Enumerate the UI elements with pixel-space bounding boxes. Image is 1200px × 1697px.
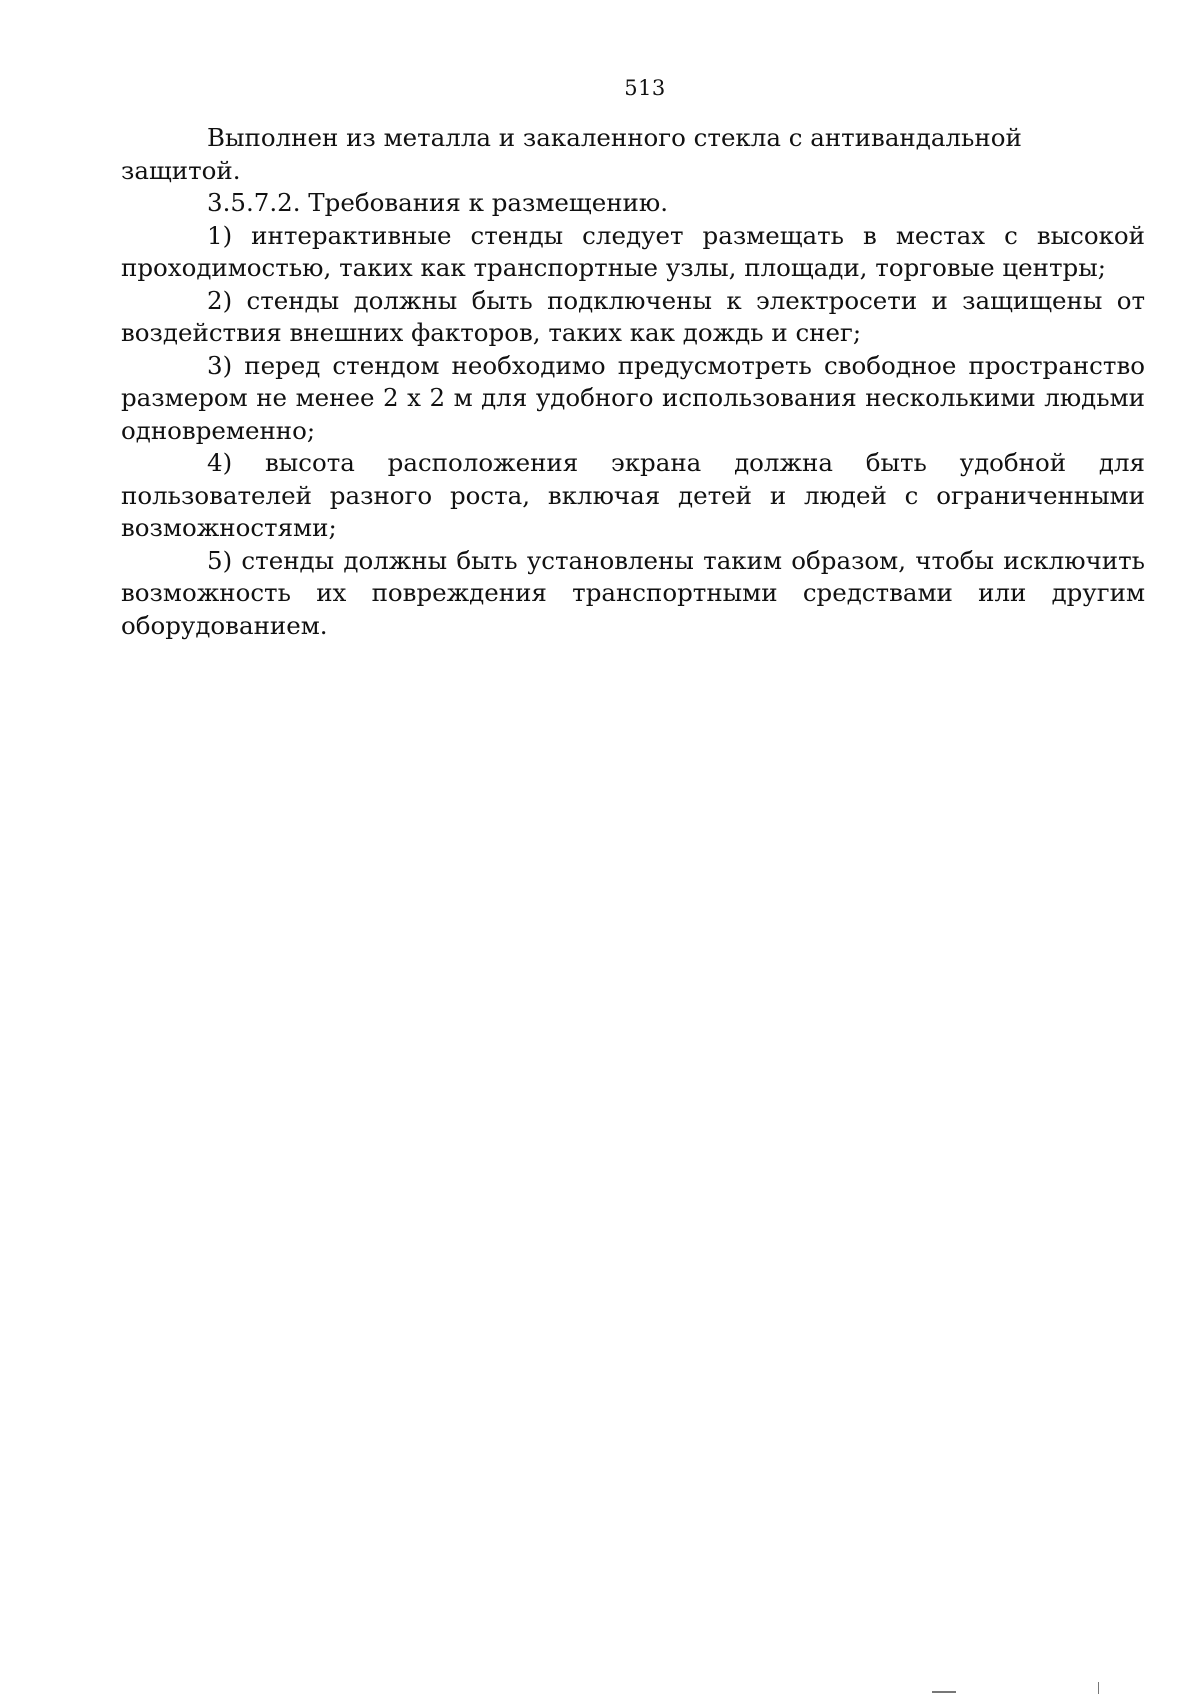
list-item-5: 5) стенды должны быть установлены таким образом, чтобы исключить возможность их повреждения транспортными средствами или другим оборудованием. — [121, 545, 1145, 640]
scan-artifact-mark — [932, 1691, 956, 1693]
document-body — [121, 122, 1145, 642]
list-item-2: 2) стенды должны быть подключены к электросети и защищены от воздействия внешних факторов, таких как дождь и снег; — [121, 285, 1145, 347]
list-item-4: 4) высота расположения экрана должна быть удобной для пользователей разного роста, включая детей и людей с ограниченными возможностями; — [121, 448, 1145, 542]
list-item-1: 1) интерактивные стенды следует размещать в местах с высокой проходимостью, таких как транспортные узлы, площади, торговые центры; — [121, 220, 1145, 282]
list-item-3: 3) перед стендом необходимо предусмотреть свободное пространство размером не менее 2 х 2 м для удобного использования несколькими людьми одновременно; — [121, 350, 1145, 445]
paragraph-material: Выполнен из металла и закаленного стекла с антивандальной защитой. — [121, 123, 1022, 185]
section-heading: 3.5.7.2. Требования к размещению. — [207, 188, 668, 217]
page-number: 513 — [624, 76, 666, 100]
scan-artifact-tick — [1098, 1682, 1099, 1694]
